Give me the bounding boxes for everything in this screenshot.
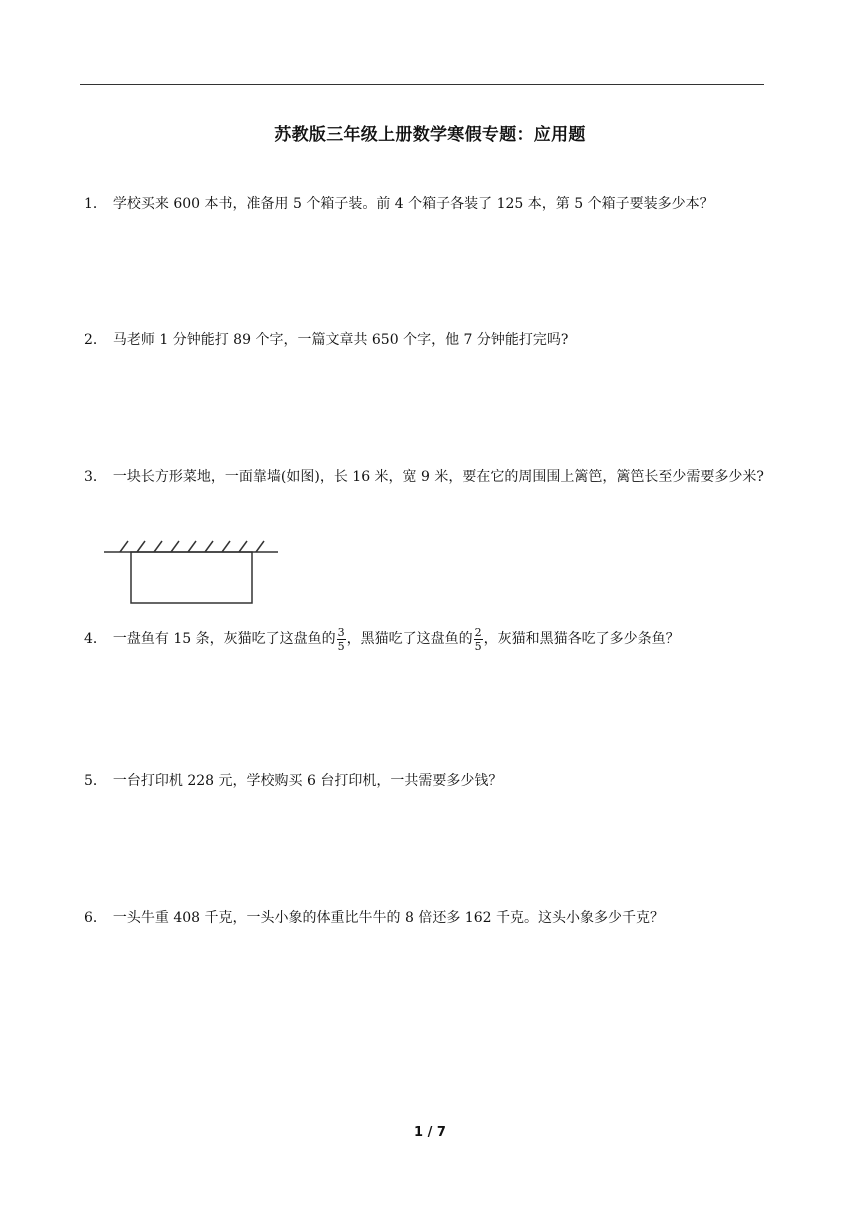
- garden-wall-figure: [100, 536, 290, 608]
- question-4: [84, 624, 784, 654]
- question-text-part3: ，灰猫和黑猫各吃了多少条鱼？: [483, 631, 680, 647]
- question-5: [84, 766, 784, 796]
- question-text: 学校买来 600 本书，准备用 5 个箱子装。前 4 个箱子各装了 125 本，第 5 个箱子要装多少本？: [112, 196, 714, 212]
- question-number: 2．: [84, 332, 107, 348]
- garden-rectangle: [131, 552, 252, 603]
- question-number: 4．: [84, 631, 107, 647]
- question-text: 一头牛重 408 千克，一头小象的体重比牛牛的 8 倍还多 162 千克。这头小象多少千克？: [112, 910, 664, 926]
- question-text: 一块长方形菜地，一面靠墙(如图)，长 16 米，宽 9 米，要在它的周围围上篱笆，篱笆长至少需要多少米?: [112, 469, 764, 485]
- fraction-denominator: 5: [474, 639, 482, 653]
- question-number: 5．: [84, 773, 107, 789]
- question-3: [84, 462, 779, 492]
- header-rule: [80, 84, 764, 85]
- page-number: 1 / 7: [414, 1125, 446, 1140]
- question-text-part2: ，黑猫吃了这盘鱼的: [346, 631, 473, 647]
- fraction-denominator: 5: [337, 639, 345, 653]
- question-text-part1: 一盘鱼有 15 条，灰猫吃了这盘鱼的: [112, 631, 336, 647]
- fraction-numerator: 3: [337, 625, 345, 639]
- question-text: 一台打印机 228 元，学校购买 6 台打印机，一共需要多少钱？: [112, 773, 503, 789]
- question-text: 马老师 1 分钟能打 89 个字，一篇文章共 650 个字，他 7 分钟能打完吗?: [112, 332, 569, 348]
- fraction-three-fifths: [337, 627, 346, 652]
- question-number: 1．: [84, 196, 107, 212]
- question-6: [84, 903, 784, 933]
- page-title: 苏教版三年级上册数学寒假专题：应用题: [274, 125, 586, 145]
- question-2: [84, 325, 784, 355]
- fraction-numerator: 2: [474, 625, 482, 639]
- question-number: 6．: [84, 910, 107, 926]
- question-1: [84, 189, 784, 219]
- fraction-two-fifths: [474, 627, 483, 652]
- question-number: 3．: [84, 469, 107, 485]
- wall-hatching: [120, 541, 264, 552]
